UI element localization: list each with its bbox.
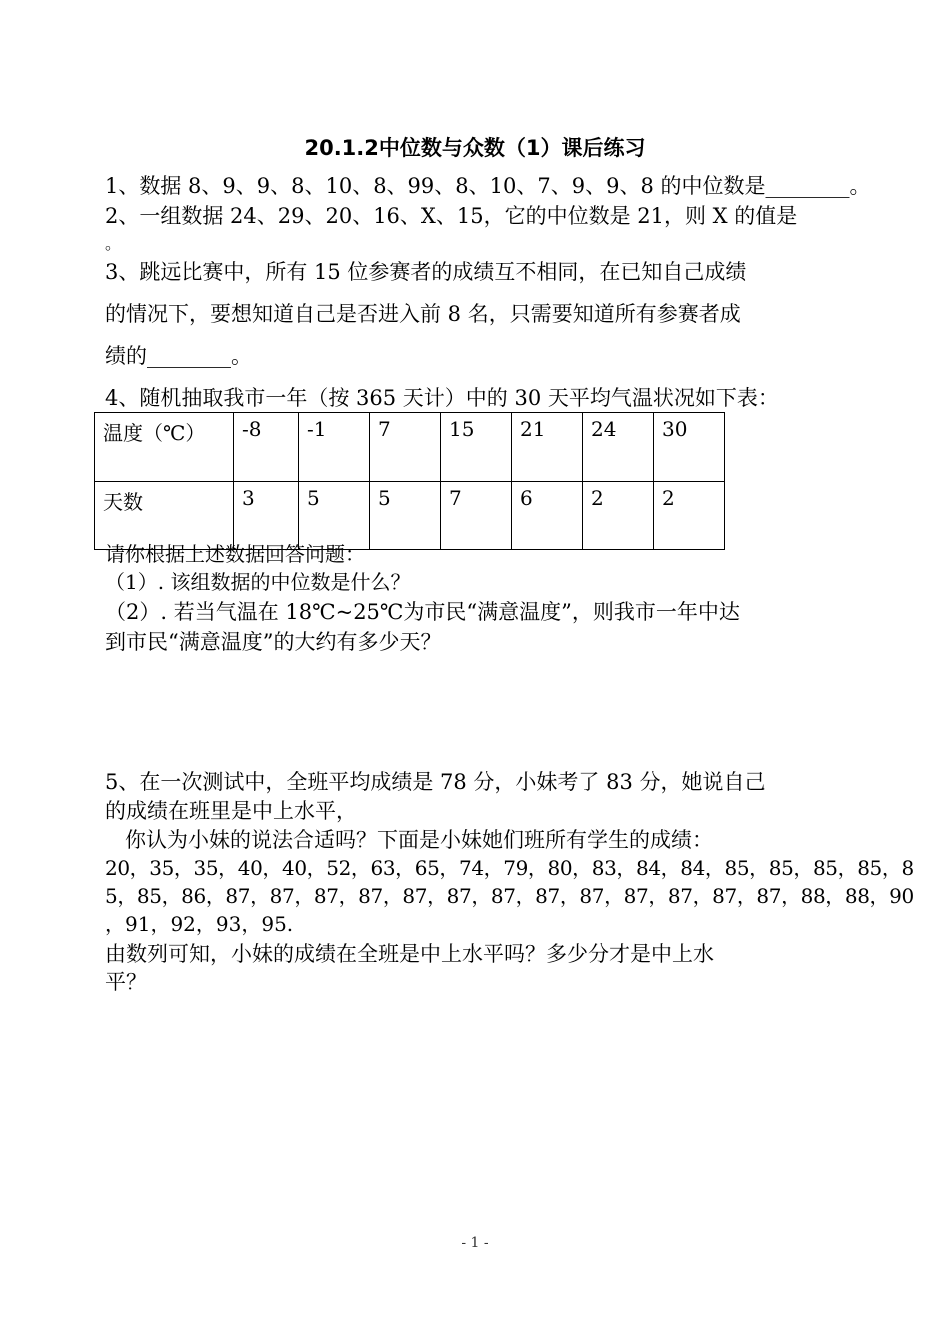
question-4-intro: 4、随机抽取我市一年（按 365 天计）中的 30 天平均气温状况如下表： (105, 386, 779, 410)
question-4-sub-2-line-2: 到市民“满意温度”的大约有多少天？ (105, 630, 442, 654)
question-2-line-2: 。 (105, 234, 122, 253)
table-cell: 7 (441, 482, 512, 550)
scores-line-2: 5，85，86，87，87，87，87，87，87，87，87，87，87，87，87，87，88，88，90 (105, 884, 914, 908)
table-row (95, 413, 725, 482)
question-5-line-1: 5、在一次测试中，全班平均成绩是 78 分，小妹考了 83 分，她说自己 (105, 770, 766, 794)
table-cell: -8 (234, 413, 299, 482)
page-number: - 1 - (461, 1235, 489, 1251)
question-3-line-2: 的情况下，要想知道自己是否进入前 8 名，只需要知道所有参赛者成 (105, 302, 741, 326)
question-5-line-3: 你认为小妹的说法合适吗？下面是小妹她们班所有学生的成绩： (105, 828, 714, 852)
table-cell: 7 (370, 413, 441, 482)
table-cell: 24 (583, 413, 654, 482)
table-header-cell: 天数 (95, 482, 234, 550)
table-cell: 5 (370, 482, 441, 550)
table-cell: 30 (654, 413, 725, 482)
question-5-question-line-1: 由数列可知，小妹的成绩在全班是中上水平吗？多少分才是中上水 (105, 942, 714, 966)
question-5-question-line-2: 平？ (105, 970, 147, 994)
question-5-line-2: 的成绩在班里是中上水平， (105, 799, 357, 823)
question-4-sub-1: （1）. 该组数据的中位数是什么？ (105, 570, 411, 594)
table-cell: 6 (512, 482, 583, 550)
question-4-prompt: 请你根据上述数据回答问题： (105, 542, 365, 566)
table-cell: 2 (583, 482, 654, 550)
table-cell: 3 (234, 482, 299, 550)
scores-line-3: ，91，92，93，95. (105, 912, 294, 936)
table-cell: 15 (441, 413, 512, 482)
table-cell: 2 (654, 482, 725, 550)
question-1: 1、数据 8、9、9、8、10、8、99、8、10、7、9、9、8 的中位数是________。 (105, 174, 871, 198)
table-cell: -1 (299, 413, 370, 482)
table-cell: 21 (512, 413, 583, 482)
scores-line-1: 20，35，35，40，40，52，63，65，74，79，80，83，84，84，85，85，85，85，8 (105, 856, 914, 880)
question-3-line-1: 3、跳远比赛中，所有 15 位参赛者的成绩互不相同，在已知自己成绩 (105, 260, 747, 284)
worksheet-title: 20.1.2中位数与众数（1）课后练习 (304, 136, 646, 160)
question-3-line-3: 绩的________。 (105, 344, 252, 368)
table-cell: 5 (299, 482, 370, 550)
temperature-table (94, 412, 725, 550)
question-4-sub-2-line-1: （2）. 若当气温在 18℃~25℃为市民“满意温度”，则我市一年中达 (105, 600, 740, 624)
table-header-cell: 温度（℃） (95, 413, 234, 482)
question-2-line-1: 2、一组数据 24、29、20、16、X、15，它的中位数是 21，则 X 的值是 (105, 204, 798, 228)
